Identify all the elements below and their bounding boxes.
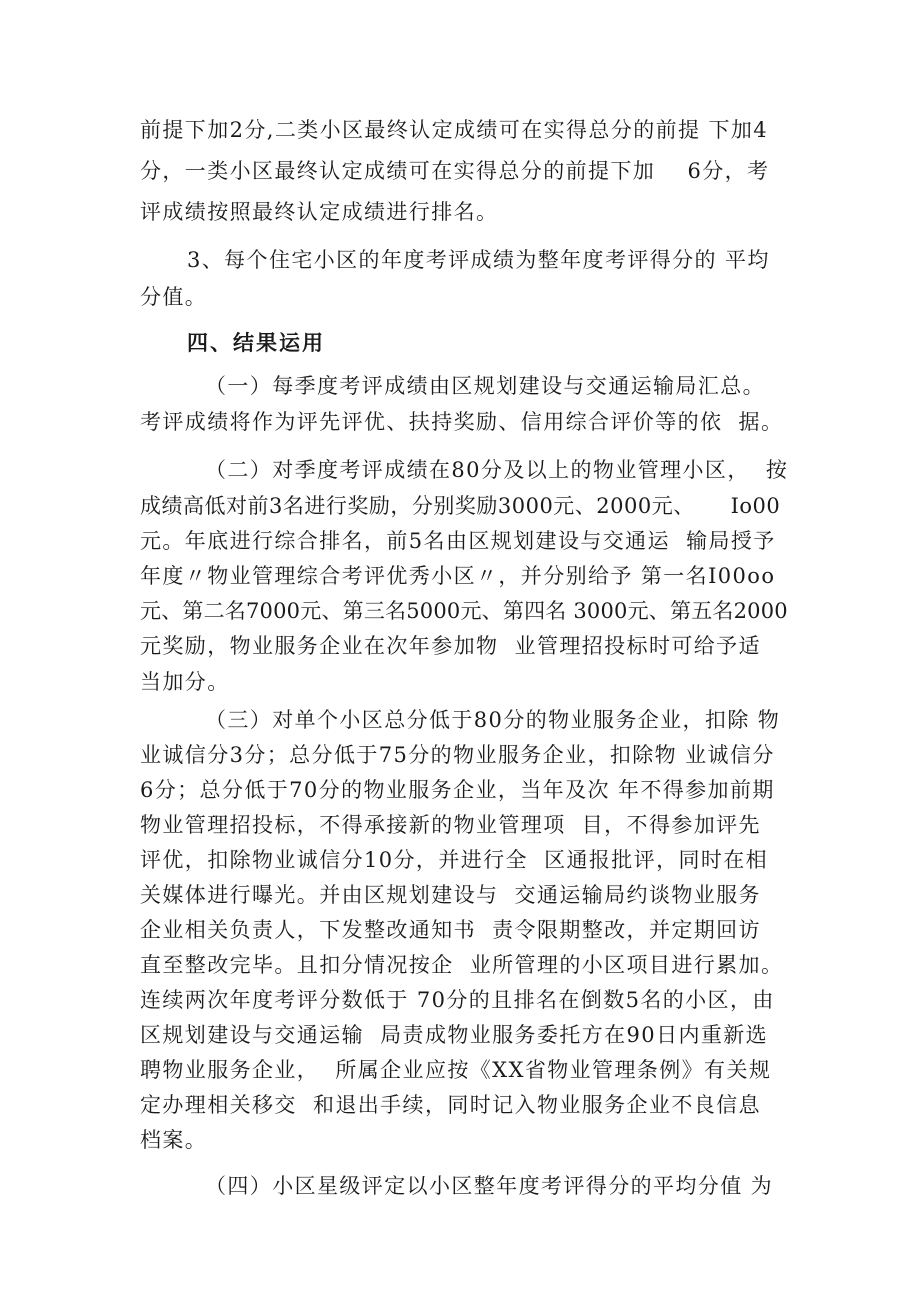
body-text-line: 连续两次年度考评分数低于 70分的且排名在倒数5名的小区，由 xyxy=(140,988,775,1012)
body-text-line: 元奖励，物业服务企业在次年参加物 业管理招投标时可给予适 xyxy=(140,634,761,658)
body-text-line: 元。年底进行综合排名，前5名由区规划建设与交通运 输局授予 xyxy=(140,529,776,553)
body-text-line: 评成绩按照最终认定成绩进行排名。 xyxy=(140,200,499,224)
body-text-line: 当加分。 xyxy=(140,670,230,694)
body-text-line: 关媒体进行曝光。并由区规划建设与 交通运输局约谈物业服务 xyxy=(140,883,761,907)
body-text-line: 聘物业服务企业， 所属企业应按《XX省物业管理条例》有关规 xyxy=(140,1058,772,1082)
body-text-line: （三）对单个小区总分低于80分的物业服务企业，扣除 物 xyxy=(205,708,781,732)
body-text-line: 3、每个住宅小区的年度考评成绩为整年度考评得分的 平均 xyxy=(187,248,770,272)
section-heading: 四、结果运用 xyxy=(187,331,325,355)
body-text-line: 年度〃物业管理综合考评优秀小区〃，并分别给予 第一名I00oo xyxy=(140,564,776,588)
body-text-line: 6分；总分低于70分的物业服务企业，当年及次 年不得参加前期 xyxy=(140,778,775,802)
body-text-line: 元、第二名7000元、第三名5000元、第四名 3000元、第五名2000 xyxy=(140,599,788,623)
body-text-line: 区规划建设与交通运输 局责成物业服务委托方在90日内重新选 xyxy=(140,1023,769,1047)
body-text-line: 前提下加2分,二类小区最终认定成绩可在实得总分的前提 下加4 xyxy=(140,118,769,142)
body-text-line: 考评成绩将作为评先评优、扶持奖励、信用综合评价等的依 据。 xyxy=(140,410,784,434)
body-text-line: 业诚信分3分；总分低于75分的物业服务企业，扣除物 业诚信分 xyxy=(140,743,775,767)
body-text-line: （四）小区星级评定以小区整年度考评得分的平均分值 为 xyxy=(205,1174,774,1198)
body-text-line: 评优，扣除物业诚信分10分，并进行全 区通报批评，同时在相 xyxy=(140,848,769,872)
body-text-line: 物业管理招投标，不得承接新的物业管理项 目，不得参加评先 xyxy=(140,813,761,837)
body-text-line: （二）对季度考评成绩在80分及以上的物业管理小区， 按 xyxy=(205,458,789,482)
body-text-line: 成绩高低对前3名进行奖励，分别奖励3000元、2000元、 Io00 xyxy=(140,494,781,518)
body-text-line: （一）每季度考评成绩由区规划建设与交通运输局汇总。 xyxy=(205,374,765,398)
body-text-line: 分，一类小区最终认定成绩可在实得总分的前提下加 6分，考 xyxy=(140,159,770,183)
body-text-line: 企业相关负责人，下发整改通知书 责令限期整改，并定期回访 xyxy=(140,918,761,942)
body-text-line: 分值。 xyxy=(140,285,208,309)
body-text-line: 直至整改完毕。且扣分情况按企 业所管理的小区项目进行累加。 xyxy=(140,953,784,977)
body-text-line: 定办理相关移交 和退出手续，同时记入物业服务企业不良信息 xyxy=(140,1093,761,1117)
body-text-line: 档案。 xyxy=(140,1128,208,1152)
